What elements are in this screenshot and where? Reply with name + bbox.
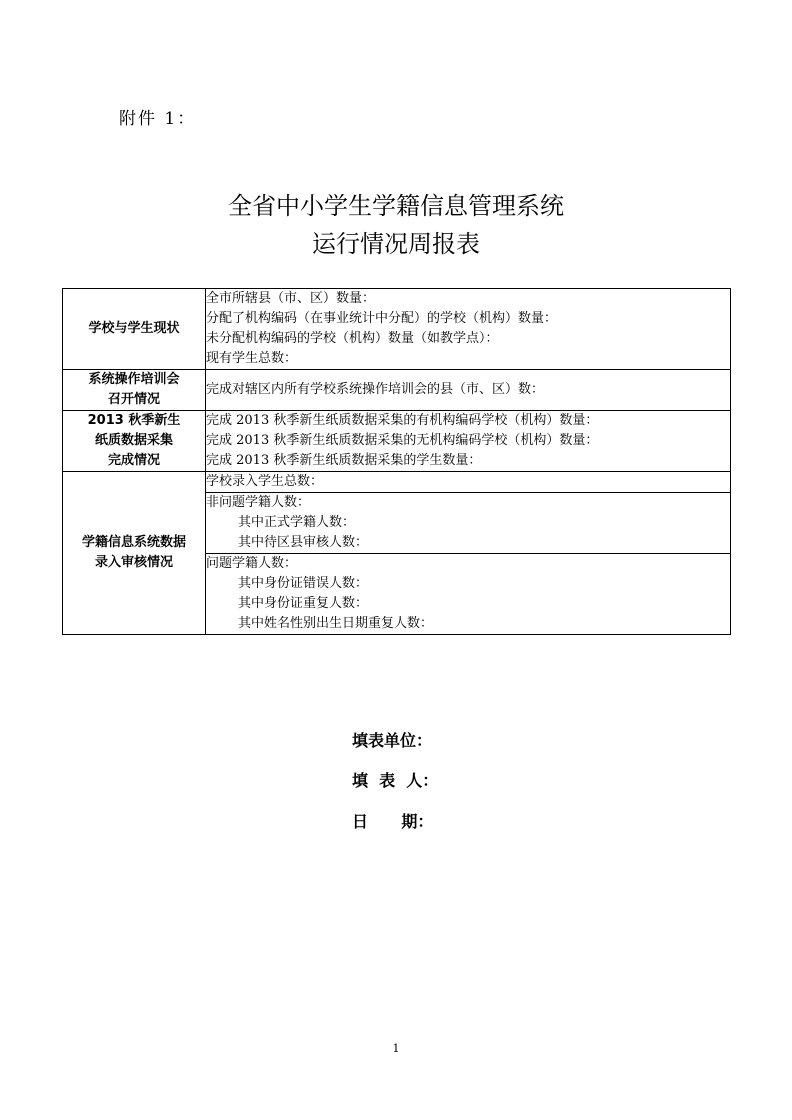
document-subtitle: 运行情况周报表 (312, 230, 480, 258)
filling-unit-label: 填表单位： (352, 731, 433, 750)
table-row (63, 289, 731, 370)
heading-text: 学校与学生现状 (88, 321, 180, 336)
row-heading (63, 370, 206, 411)
heading-text: 纸质数据采集 (94, 433, 173, 448)
field-label: 问题学籍人数： (206, 556, 298, 571)
row-content (206, 411, 731, 472)
field-label: 完成 2013 秋季新生纸质数据采集的无机构编码学校（机构）数量： (206, 433, 599, 448)
page-number: 1 (392, 1042, 400, 1055)
field-label: 分配了机构编码（在事业统计中分配）的学校（机构）数量： (206, 311, 558, 326)
field-label: 未分配机构编码的学校（机构）数量（如教学点）： (206, 331, 499, 346)
document-title: 全省中小学生学籍信息管理系统 (228, 192, 564, 220)
row-content (206, 472, 731, 493)
row-content (206, 493, 731, 554)
heading-text: 召开情况 (107, 392, 160, 407)
filler-label: 填 表 人： (352, 771, 439, 790)
heading-text: 系统操作培训会 (88, 372, 180, 387)
field-label: 完成 2013 秋季新生纸质数据采集的学生数量： (206, 453, 482, 468)
row-content (206, 289, 731, 370)
row-heading (63, 472, 206, 635)
field-label: 现有学生总数： (206, 351, 298, 366)
table-row (63, 370, 731, 411)
attachment-label: 附件 1： (119, 109, 197, 129)
heading-text: 2013 秋季新生 (87, 413, 181, 428)
field-label: 非问题学籍人数： (206, 495, 311, 510)
sub-field-label: 其中待区县审核人数： (238, 535, 369, 550)
field-label: 完成对辖区内所有学校系统操作培训会的县（市、区）数： (206, 382, 545, 397)
date-label: 日 期： (352, 812, 434, 831)
heading-text: 录入审核情况 (94, 555, 173, 570)
row-heading (63, 411, 206, 472)
row-content (206, 554, 731, 635)
sub-field-label: 其中身份证重复人数： (238, 596, 369, 611)
heading-text: 完成情况 (107, 453, 160, 468)
field-label: 全市所辖县（市、区）数量： (206, 291, 376, 306)
heading-text: 学籍信息系统数据 (81, 535, 186, 550)
weekly-report-table (62, 288, 731, 635)
row-content (206, 370, 731, 411)
sub-field-label: 其中身份证错误人数： (238, 576, 369, 591)
field-label: 完成 2013 秋季新生纸质数据采集的有机构编码学校（机构）数量： (206, 413, 599, 428)
row-heading (63, 289, 206, 370)
sub-field-label: 其中正式学籍人数： (238, 515, 356, 530)
table-row (63, 411, 731, 472)
sub-field-label: 其中姓名性别出生日期重复人数： (238, 616, 434, 631)
field-label: 学校录入学生总数： (206, 474, 324, 489)
table-row (63, 472, 731, 493)
